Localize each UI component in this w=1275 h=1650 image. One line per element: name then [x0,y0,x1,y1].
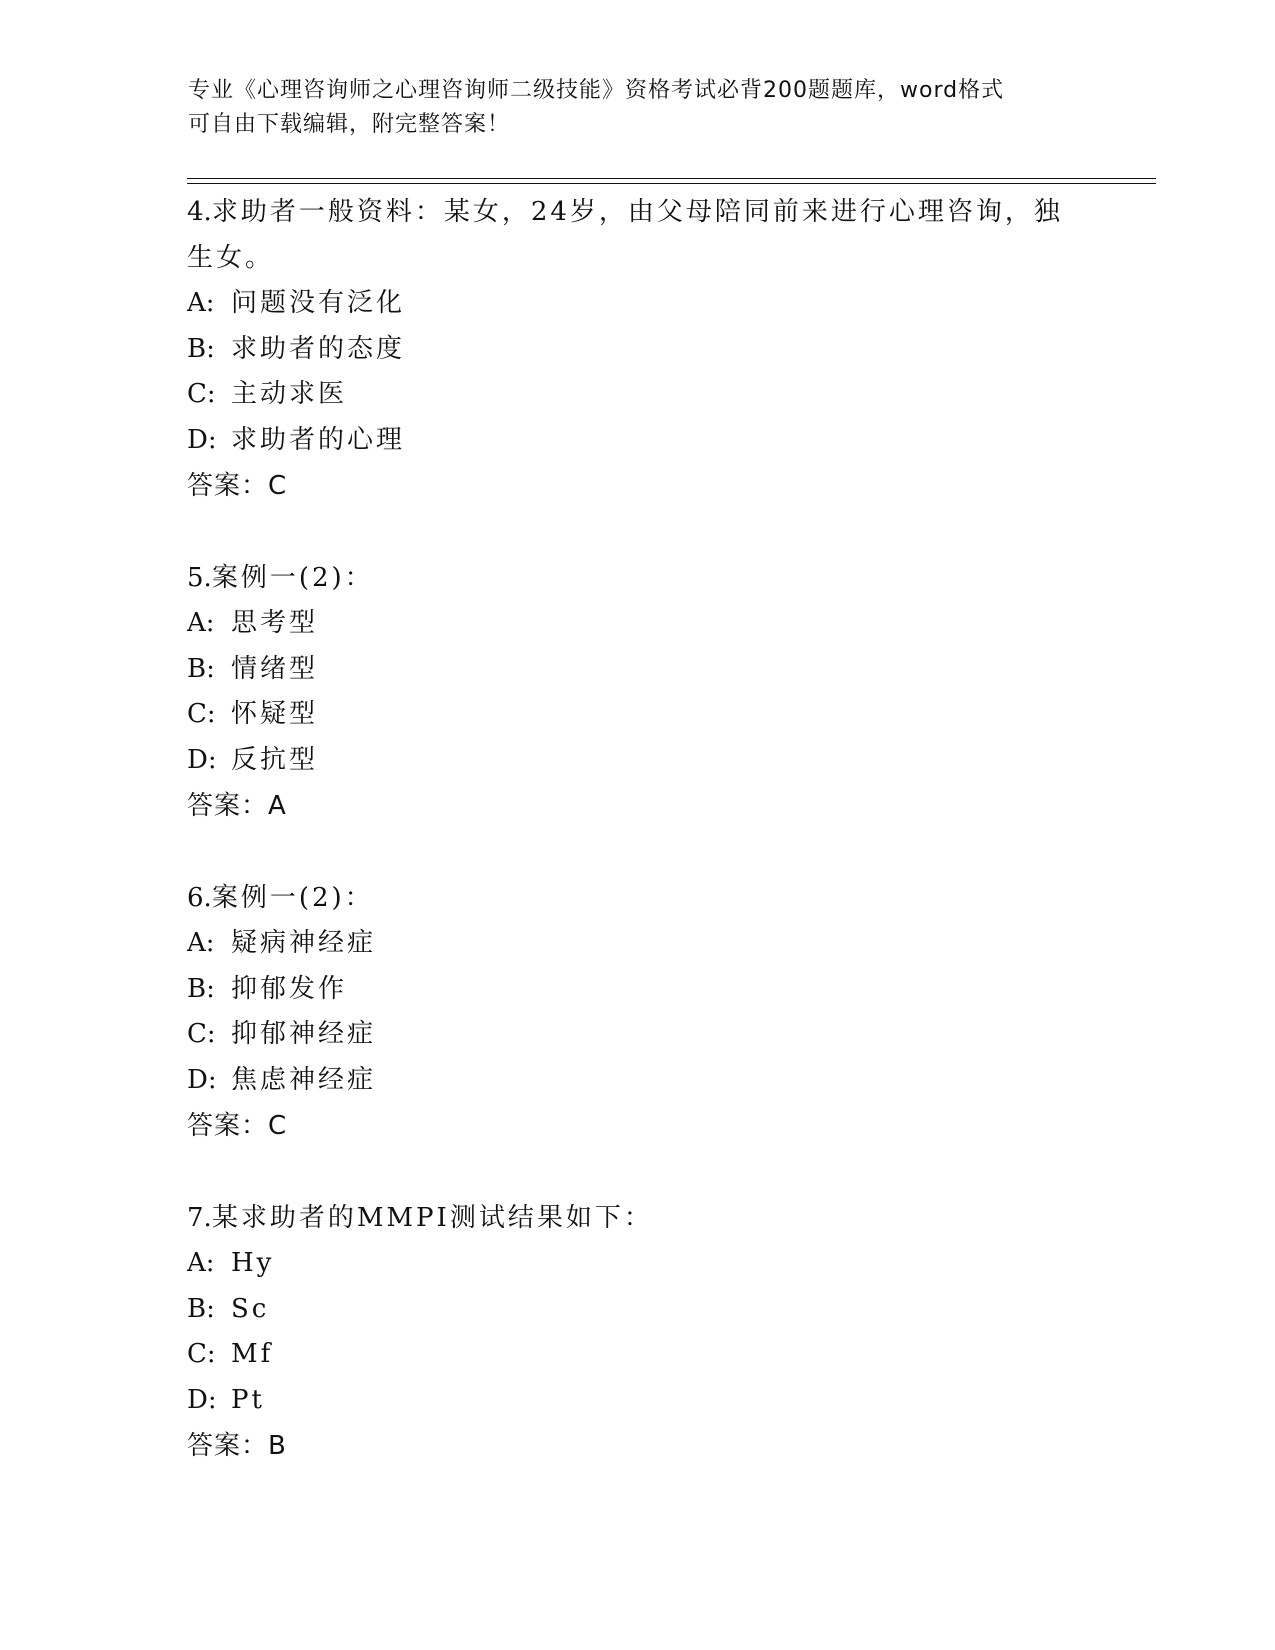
question-number: 6. [187,883,212,913]
option-key: C: [187,1339,216,1369]
option-key: D: [187,424,217,455]
option-text: 怀疑型 [231,699,319,729]
option-d [187,1378,1087,1424]
option-a [187,1241,1087,1287]
option-key: A: [187,928,215,958]
option-text: 抑郁发作 [231,973,348,1004]
header-divider-top [187,178,1156,179]
question-5 [187,555,1087,829]
option-text: Sc [231,1293,270,1324]
option-b [187,967,1087,1013]
question-stem [187,555,1087,601]
option-b [187,1287,1087,1333]
question-text: 案例一(2)： [211,883,374,913]
question-number: 4. [187,197,212,227]
answer-line: 答案：B [187,1431,287,1461]
option-key: C: [187,379,216,409]
question-4 [187,189,1087,509]
option-a [187,921,1087,967]
option-text: Mf [231,1339,274,1369]
header-line-1: 专业《心理咨询师之心理咨询师二级技能》资格考试必背200题题库，word格式 [188,78,1005,103]
option-c [187,372,1087,418]
option-key: B: [187,653,215,684]
option-text: 疑病神经症 [231,928,377,958]
option-key: A: [187,288,215,318]
option-key: D: [187,744,217,775]
option-text: 焦虑神经症 [231,1064,377,1095]
option-a [187,281,1087,327]
option-c [187,1012,1087,1058]
option-text: 反抗型 [231,744,319,775]
option-c [187,1332,1087,1378]
question-stem [187,875,1087,921]
question-6 [187,875,1087,1149]
question-stem [187,1195,1087,1241]
option-b [187,327,1087,373]
option-key: B: [187,1293,215,1324]
option-a [187,601,1087,647]
answer-line: 答案：C [187,471,288,501]
option-text: 问题没有泛化 [231,288,406,318]
answer-line: 答案：A [187,791,287,821]
question-7 [187,1195,1087,1469]
option-key: A: [187,608,215,638]
option-text: 思考型 [231,608,319,638]
option-key: C: [187,1019,216,1049]
option-key: A: [187,1248,215,1278]
question-number: 5. [187,563,212,593]
question-number: 7. [187,1203,212,1233]
question-stem [187,189,1087,281]
question-text: 求助者一般资料：某女，24岁，由父母陪同前来进行心理咨询，独生女。 [187,197,1063,273]
option-c [187,692,1087,738]
answer-line: 答案：C [187,1111,288,1141]
option-text: Pt [231,1384,265,1415]
option-text: 抑郁神经症 [231,1019,377,1049]
option-key: C: [187,699,216,729]
option-text: 求助者的心理 [231,424,406,455]
option-text: 主动求医 [231,379,348,409]
option-b [187,647,1087,693]
option-text: 求助者的态度 [231,333,406,364]
option-key: D: [187,1384,217,1415]
option-d [187,738,1087,784]
option-text: 情绪型 [231,653,319,684]
question-text: 案例一(2)： [211,563,374,593]
header-divider-bottom [187,183,1156,184]
header-line-2: 可自由下载编辑，附完整答案！ [188,112,511,137]
question-list [187,189,1087,1515]
option-d [187,418,1087,464]
option-d [187,1058,1087,1104]
option-key: D: [187,1064,217,1095]
option-key: B: [187,333,215,364]
question-text: 某求助者的MMPI测试结果如下： [211,1203,653,1233]
option-key: B: [187,973,215,1004]
document-header [188,74,1068,142]
option-text: Hy [231,1248,275,1278]
